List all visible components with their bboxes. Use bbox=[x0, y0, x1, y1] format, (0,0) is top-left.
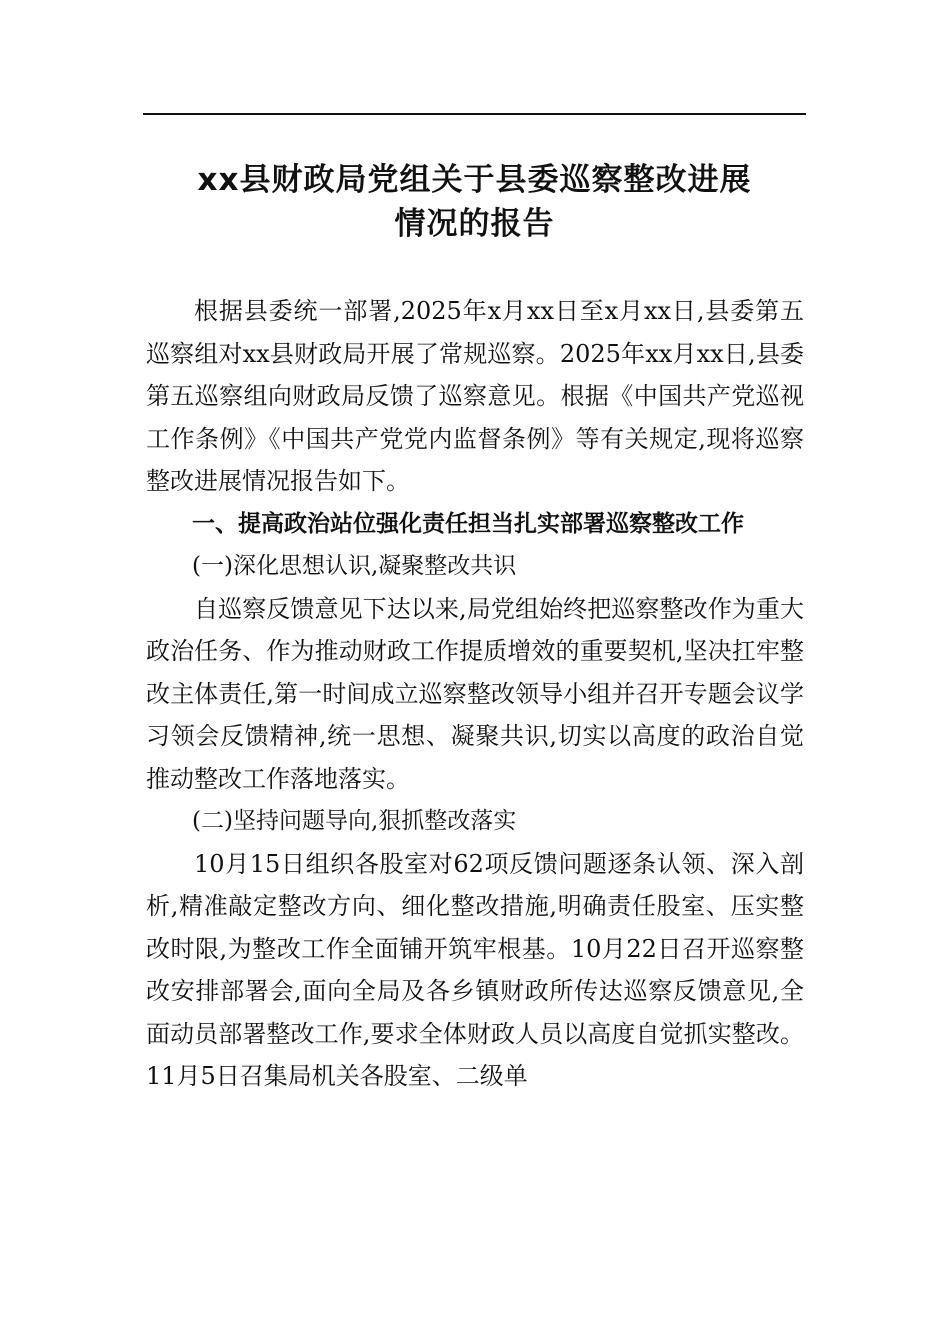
document-body bbox=[146, 290, 804, 1098]
title-line-2: 情况的报告 bbox=[394, 206, 555, 242]
header-rule bbox=[143, 113, 806, 115]
intro-paragraph: 根据县委统一部署,2025年x月xx日至x月xx日,县委第五巡察组对xx县财政局开展了常规巡察。2025年xx月xx日,县委第五巡察组向财政局反馈了巡察意见。根据《中国共产党巡视工作条例》《中国共产党党内监督条例》等有关规定,现将巡察整改进展情况报告如下。 bbox=[146, 297, 804, 495]
subsection-heading-1: (一)深化思想认识,凝聚整改共识 bbox=[192, 553, 517, 579]
section-heading-1: 一、提高政治站位强化责任担当扎实部署巡察整改工作 bbox=[192, 510, 744, 537]
subsection-heading-2: (二)坚持问题导向,狠抓整改落实 bbox=[192, 808, 517, 834]
body-paragraph-1: 自巡察反馈意见下达以来,局党组始终把巡察整改作为重大政治任务、作为推动财政工作提质增效的重要契机,坚决扛牢整改主体责任,第一时间成立巡察整改领导小组并召开专题会议学习领会反馈精神,统一思想、凝聚共识,切实以高度的政治自觉推动整改工作落地落实。 bbox=[146, 594, 804, 793]
body-paragraph-2: 10月15日组织各股室对62项反馈问题逐条认领、深入剖析,精准敲定整改方向、细化整改措施,明确责任股室、压实整改时限,为整改工作全面铺开筑牢根基。10月22日召开巡察整改安排部署会,面向全局及各乡镇财政所传达巡察反馈意见,全面动员部署整改工作,要求全体财政人员以高度自觉抓实整改。11月5日召集局机关各股室、二级单 bbox=[146, 849, 804, 1090]
title-line-1: xx县财政局党组关于县委巡察整改进展 bbox=[197, 162, 752, 198]
document-title bbox=[143, 158, 806, 246]
